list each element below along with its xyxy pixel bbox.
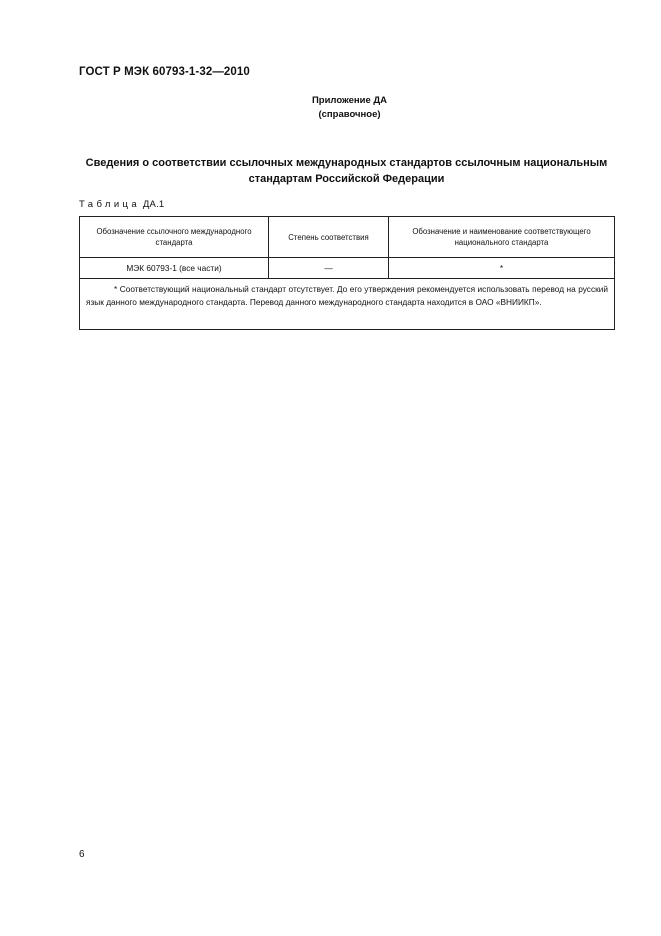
standards-correspondence-table	[79, 216, 615, 330]
section-title	[79, 155, 614, 187]
column-header-national-standard: Обозначение и наименование соответствующего национального стандарта	[389, 217, 615, 258]
cell-degree-of-correspondence: —	[269, 258, 389, 279]
page-number: 6	[79, 849, 85, 860]
table-caption-word: Таблица	[79, 199, 141, 210]
document-code: ГОСТ Р МЭК 60793-1-32—2010	[79, 66, 250, 78]
table-footnote-cell	[80, 279, 615, 330]
appendix-subtitle: (справочное)	[318, 109, 381, 120]
appendix-heading	[0, 94, 661, 122]
table-footnote: * Соответствующий национальный стандарт отсутствует. До его утверждения рекомендуется использовать перевод на русский язык данного международного стандарта. Перевод данного международного стандарта находится в ОАО «ВНИИКП».	[86, 284, 608, 307]
cell-national-standard: *	[389, 258, 615, 279]
table-row	[80, 258, 615, 279]
table-caption	[79, 199, 164, 210]
table-caption-id: ДА.1	[142, 199, 165, 210]
column-header-degree-of-correspondence: Степень соответствия	[269, 217, 389, 258]
column-header-international-standard: Обозначение ссылочного международного стандарта	[80, 217, 269, 258]
appendix-title: Приложение ДА	[311, 95, 388, 106]
table-header-row	[80, 217, 615, 258]
cell-international-standard: МЭК 60793-1 (все части)	[80, 258, 269, 279]
section-title-line-2: стандартам Российской Федерации	[248, 173, 445, 185]
section-title-line-1: Сведения о соответствии ссылочных международных стандартов ссылочным национальным	[85, 157, 608, 169]
table-footnote-row	[80, 279, 615, 330]
